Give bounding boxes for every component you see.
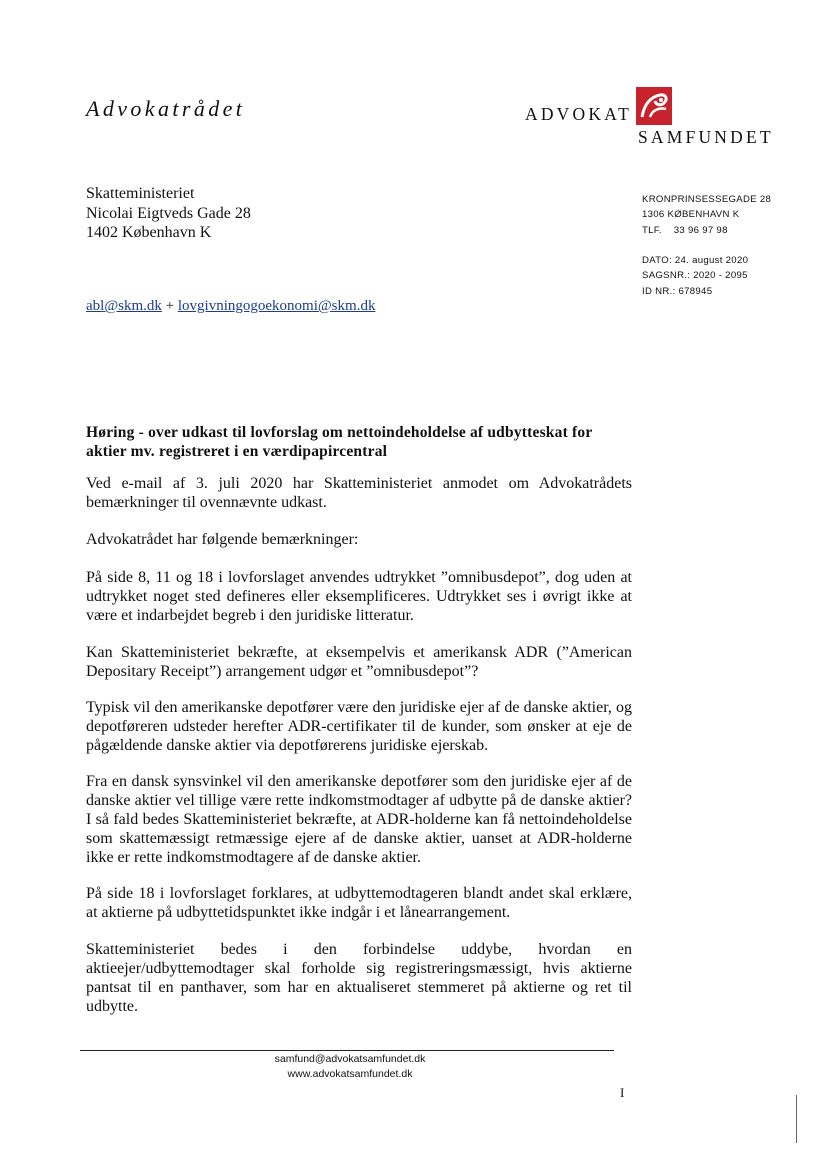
paragraph-indkomstmodtager: Fra en dansk synsvinkel vil den amerikanske depotfører som den juridiske ejer af de danske aktier vel tillige være rette indkomstmodtager af udbytte på de danske aktier? I så fald bedes Skatteministeriet bekræfte, at ADR-holderne kan få nettoindeholdelse som skattemæssigt retmæssige ejere af de danske aktier, uanset at ADR-holderne ikke er rette indkomstmodtagere af de danske aktier.: [86, 773, 632, 866]
paragraph-laanearrangement: På side 18 i lovforslaget forklares, at udbyttemodtageren blandt andet skal erklære, at aktierne på udbyttetidspunktet ikke indgår i et lånearrangement.: [86, 885, 632, 921]
logo-word-samfundet: SAMFUNDET: [638, 127, 774, 147]
paragraph-adr-question: Kan Skatteministeriet bekræfte, at eksempelvis et amerikansk ADR (”American Depositary Receipt”) arrangement udgør et ”omnibusdepot”?: [86, 644, 632, 680]
paragraph-pantsat: Skatteministeriet bedes i den forbindelse uddybe, hvordan en aktieejer/udbyttemodtager skal forholde sig registreringsmæssigt, hvis aktierne pantsat til en panthaver, som har en aktualiseret stemmeret på aktierne og ret til udbytte.: [86, 941, 632, 1015]
email-separator: +: [165, 298, 175, 314]
letter-subject: Høring - over udkast til lovforslag om nettoindeholdelse af udbytteskat for aktier mv. registreret i en værdipapircentral: [86, 424, 593, 460]
footer: [230, 1052, 470, 1081]
letter-meta: [642, 253, 748, 299]
paragraph-remarks-heading: Advokatrådet har følgende bemærkninger:: [86, 531, 359, 548]
footer-divider: [80, 1050, 614, 1051]
paragraph-omnibus: På side 8, 11 og 18 i lovforslaget anvendes udtrykket ”omnibusdepot”, dog uden at udtrykket noget sted defineres eller eksemplificeres. Udtrykket ses i øvrigt ikke at være et indarbejdet begreb i den juridiske litteratur.: [86, 569, 632, 624]
recipient-emails: [86, 298, 375, 315]
sender-city: 1306 KØBENHAVN K: [642, 209, 740, 221]
footer-website: www.advokatsamfundet.dk: [287, 1067, 413, 1080]
advokatraadet-brand: Advokatrådet: [86, 96, 246, 121]
advokatsamfundet-logo-icon: [636, 87, 672, 125]
logo-word-advokat: ADVOKAT: [525, 104, 632, 124]
sender-address: [642, 192, 771, 238]
paragraph-intro: Ved e-mail af 3. juli 2020 har Skatteministeriet anmodet om Advokatrådets bemærkninger til ovennævnte udkast.: [86, 475, 632, 511]
sender-street: KRONPRINSESSEGADE 28: [642, 194, 772, 205]
recipient-name: Skatteministeriet: [86, 185, 195, 202]
recipient-address: [86, 184, 251, 243]
email-link-abl[interactable]: abl@skm.dk: [86, 298, 162, 314]
scan-edge-line: [796, 1095, 797, 1143]
page-mark: I: [620, 1085, 625, 1100]
sender-phone: TLF. 33 96 97 98: [642, 224, 728, 236]
recipient-city: 1402 København K: [86, 224, 212, 241]
footer-email: samfund@advokatsamfundet.dk: [274, 1053, 426, 1065]
letter-date: DATO: 24. august 2020: [642, 255, 749, 266]
id-number: ID NR.: 678945: [642, 285, 713, 297]
paragraph-depotfoerer: Typisk vil den amerikanske depotfører være den juridiske ejer af de danske aktier, og depotføreren udsteder herefter ADR-certifikater til de kunder, som ønsker at eje de pågældende danske aktier via depotførerens juridiske ejerskab.: [86, 699, 632, 754]
case-number: SAGSNR.: 2020 - 2095: [642, 270, 748, 282]
recipient-street: Nicolai Eigtveds Gade 28: [86, 204, 251, 222]
email-link-lovgivning[interactable]: lovgivningogoekonomi@skm.dk: [177, 298, 376, 314]
